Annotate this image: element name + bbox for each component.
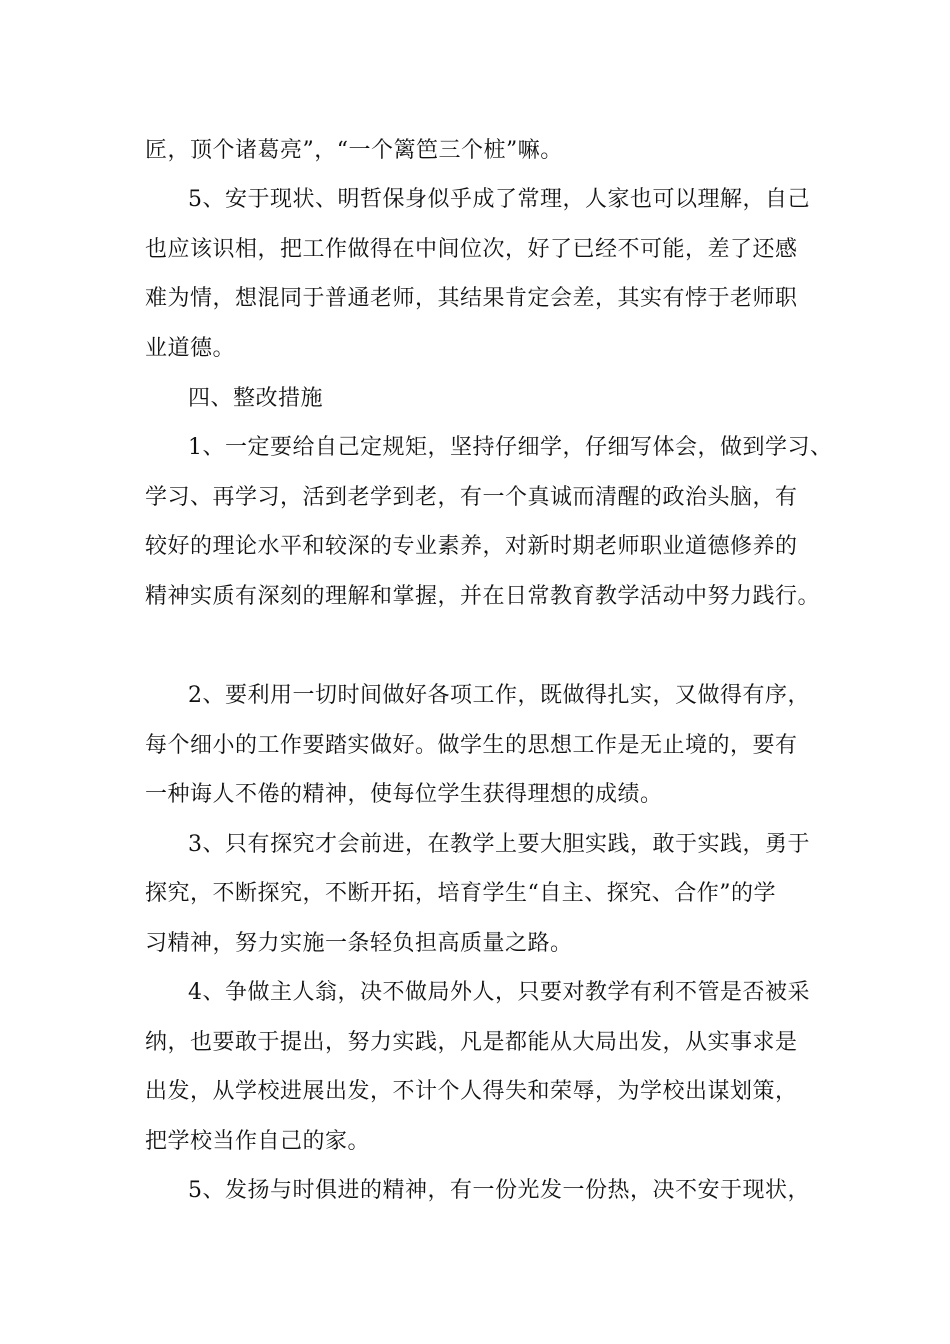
text-line: 每个细小的工作要踏实做好。做学生的思想工作是无止境的，要有 (145, 733, 798, 758)
text-line: 精神实质有深刻的理解和掌握，并在日常教育教学活动中努力践行。 (145, 584, 821, 609)
text-line: 较好的理论水平和较深的专业素养，对新时期老师职业道德修养的 (145, 534, 798, 559)
text-line: 难为情，想混同于普通老师，其结果肯定会差，其实有悖于老师职 (145, 286, 798, 311)
paragraph-item-1-start: 1、一定要给自己定规矩，坚持仔细学，仔细写体会，做到学习、 (188, 435, 833, 460)
text-line: 也应该识相，把工作做得在中间位次，好了已经不可能，差了还感 (145, 237, 798, 262)
text-line: 出发，从学校进展出发，不计个人得失和荣辱，为学校出谋划策， (145, 1079, 798, 1104)
text-line: 习精神，努力实施一条轻负担高质量之路。 (145, 931, 573, 956)
text-line: 探究，不断探究，不断开拓，培育学生“自主、探究、合作”的学 (145, 881, 776, 906)
text-line: 纳，也要敢于提出，努力实践，凡是都能从大局出发，从实事求是 (145, 1030, 798, 1055)
text-line: 把学校当作自己的家。 (145, 1129, 371, 1154)
text-line: 业道德。 (145, 336, 236, 361)
paragraph-item-2-start: 2、要利用一切时间做好各项工作，既做得扎实，又做得有序， (188, 683, 810, 708)
paragraph-item-5-start: 5、发扬与时俱进的精神，有一份光发一份热，决不安于现状， (188, 1178, 810, 1203)
paragraph-item-5-start: 5、安于现状、明哲保身似乎成了常理，人家也可以理解，自己 (188, 187, 810, 212)
paragraph-item-3-start: 3、只有探究才会前进，在教学上要大胆实践，敢于实践，勇于 (188, 832, 810, 857)
text-line: 学习、再学习，活到老学到老，有一个真诚而清醒的政治头脑，有 (145, 485, 798, 510)
section-heading: 四、整改措施 (188, 386, 324, 411)
text-line: 一种诲人不倦的精神，使每位学生获得理想的成绩。 (145, 782, 663, 807)
paragraph-item-4-start: 4、争做主人翁，决不做局外人，只要对教学有利不管是否被采 (188, 980, 810, 1005)
text-line: 匠，顶个诸葛亮”，“一个篱笆三个桩”嘛。 (145, 138, 563, 163)
